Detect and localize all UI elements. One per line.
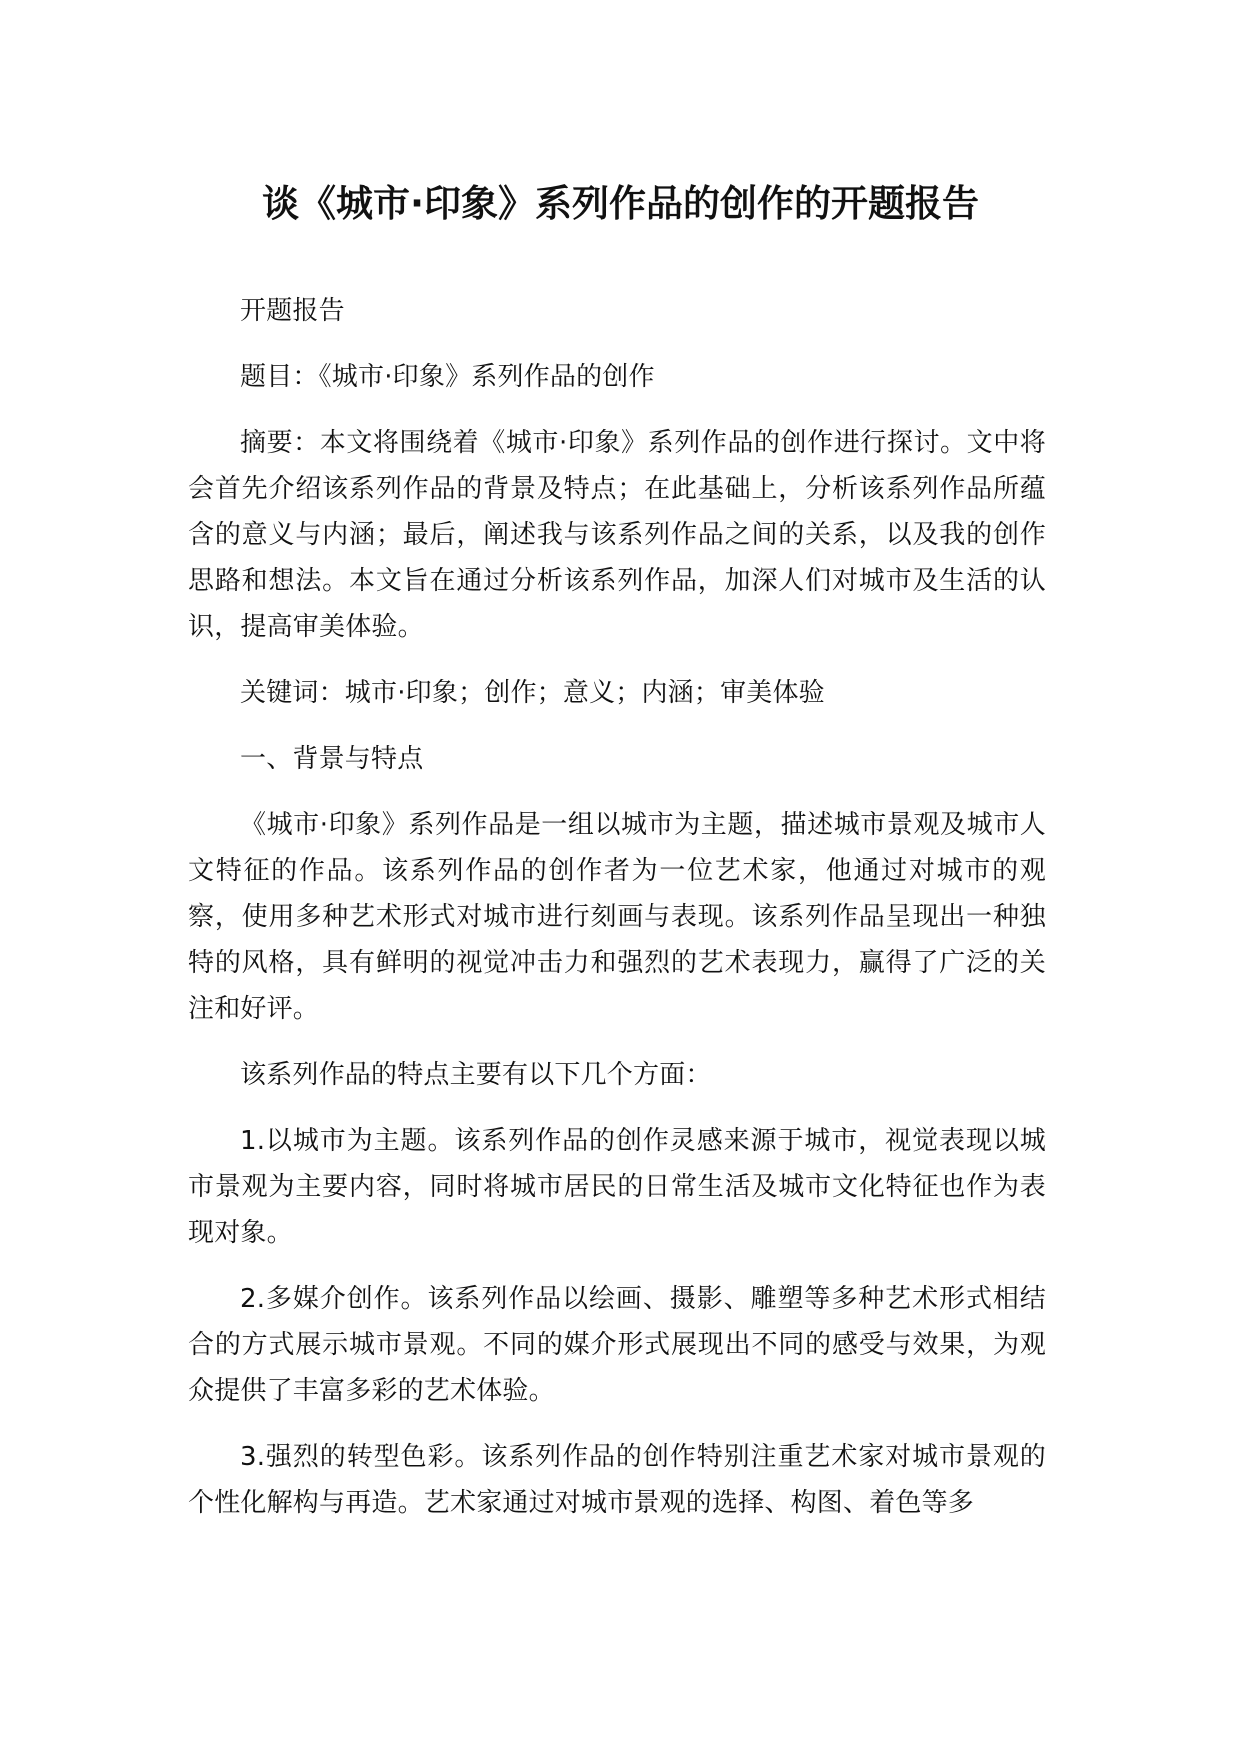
paragraph-keywords: 关键词：城市·印象；创作；意义；内涵；审美体验 [240, 678, 825, 708]
document-body [188, 288, 1046, 1546]
paragraph-feature-2: 2.多媒介创作。该系列作品以绘画、摄影、雕塑等多种艺术形式相结合的方式展示城市景观。不同的媒介形式展现出不同的感受与效果，为观众提供了丰富多彩的艺术体验。 [188, 1284, 1046, 1406]
paragraph-topic: 题目：《城市·印象》系列作品的创作 [240, 362, 655, 392]
paragraph-feature-1: 1.以城市为主题。该系列作品的创作灵感来源于城市，视觉表现以城市景观为主要内容，同时将城市居民的日常生活及城市文化特征也作为表现对象。 [188, 1126, 1046, 1248]
section-heading-background: 一、背景与特点 [240, 744, 424, 774]
paragraph-background: 《城市·印象》系列作品是一组以城市为主题，描述城市景观及城市人文特征的作品。该系列作品的创作者为一位艺术家，他通过对城市的观察，使用多种艺术形式对城市进行刻画与表现。该系列作品呈现出一种独特的风格，具有鲜明的视觉冲击力和强烈的艺术表现力，赢得了广泛的关注和好评。 [188, 810, 1046, 1024]
paragraph-abstract: 摘要：本文将围绕着《城市·印象》系列作品的创作进行探讨。文中将会首先介绍该系列作品的背景及特点；在此基础上，分析该系列作品所蕴含的意义与内涵；最后，阐述我与该系列作品之间的关系，以及我的创作思路和想法。本文旨在通过分析该系列作品，加深人们对城市及生活的认识，提高审美体验。 [188, 428, 1046, 642]
paragraph-feature-3: 3.强烈的转型色彩。该系列作品的创作特别注重艺术家对城市景观的个性化解构与再造。艺术家通过对城市景观的选择、构图、着色等多 [188, 1442, 1046, 1518]
document-title: 谈《城市·印象》系列作品的创作的开题报告 [261, 182, 980, 225]
paragraph-features-intro: 该系列作品的特点主要有以下几个方面： [240, 1060, 712, 1090]
paragraph-heading-label: 开题报告 [240, 296, 345, 326]
